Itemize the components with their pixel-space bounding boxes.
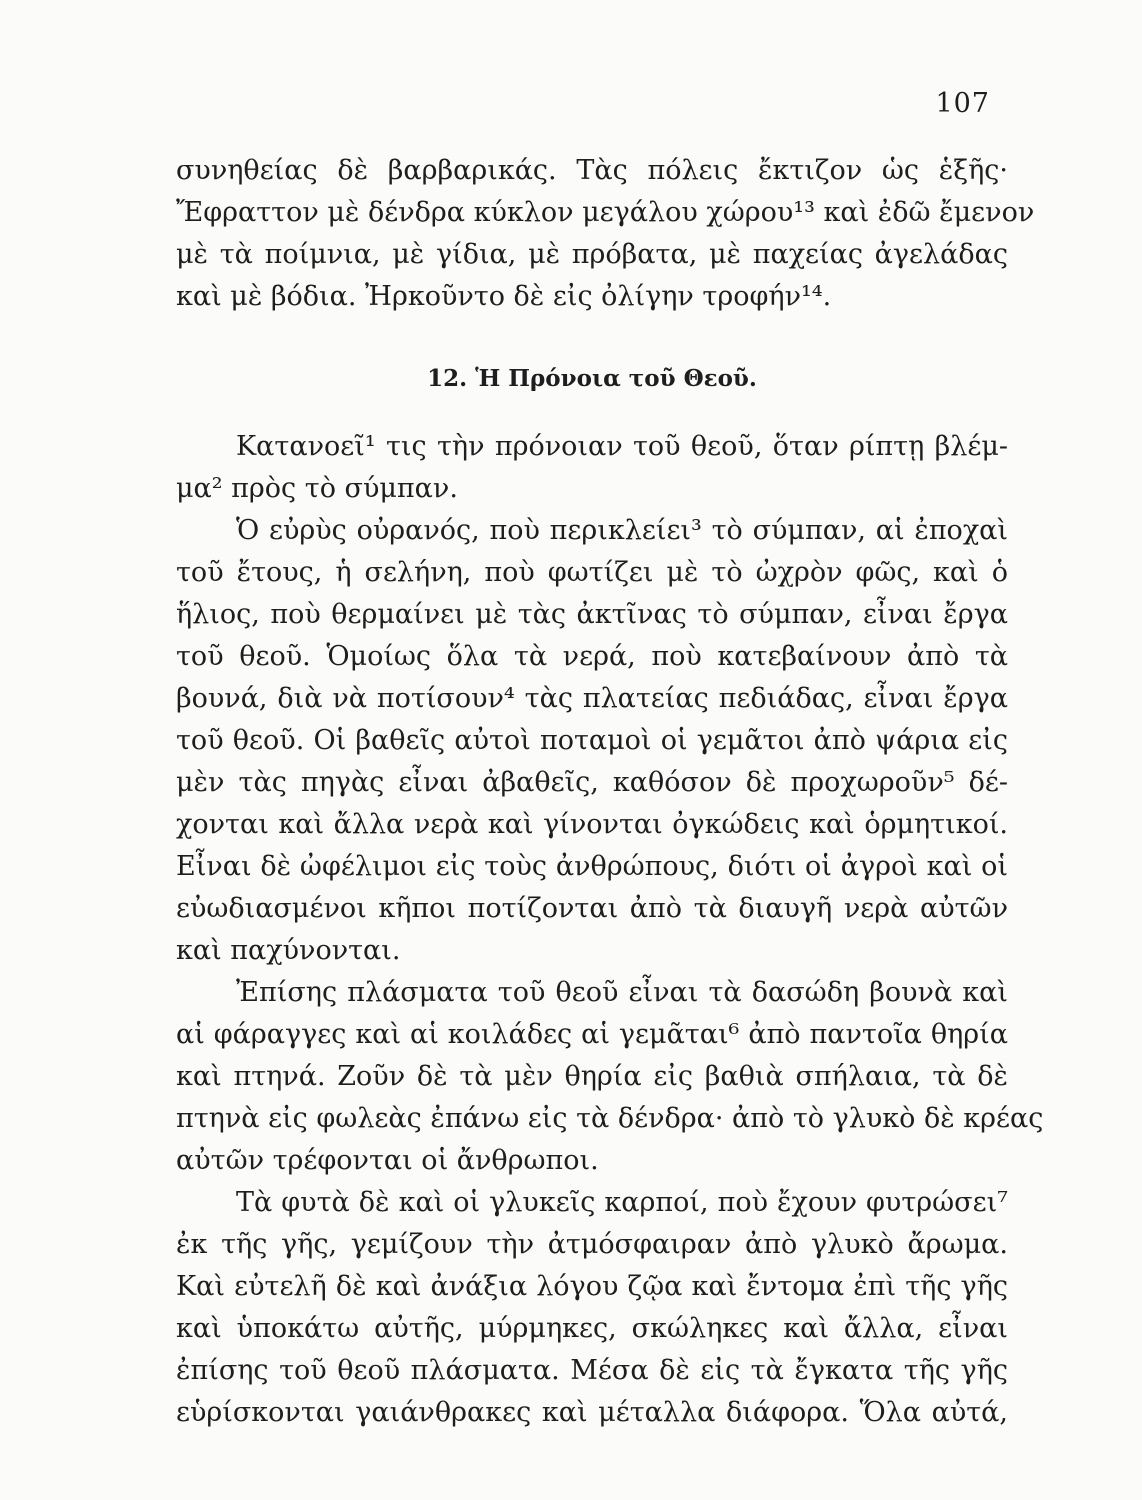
text-line: Ἐπίσης πλάσματα τοῦ θεοῦ εἶναι τὰ δασώδη βουνὰ καὶ bbox=[236, 977, 1008, 1008]
text-line: χονται καὶ ἄλλα νερὰ καὶ γίνονται ὀγκώδεις καὶ ὁρμητικοί. bbox=[176, 809, 1008, 840]
text-line: ἥλιος, ποὺ θερμαίνει μὲ τὰς ἀκτῖνας τὸ σύμπαν, εἶναι ἔργα bbox=[176, 599, 1008, 630]
text-line: μα² πρὸς τὸ σύμπαν. bbox=[176, 473, 458, 504]
text-line: καὶ ὑποκάτω αὐτῆς, μύρμηκες, σκώληκες καὶ ἄλλα, εἶναι bbox=[176, 1313, 1008, 1344]
text-line: τοῦ θεοῦ. Ὁμοίως ὅλα τὰ νερά, ποὺ κατεβαίνουν ἀπὸ τὰ bbox=[176, 641, 1008, 672]
text-line: Ὁ εὐρὺς οὐρανός, ποὺ περικλείει³ τὸ σύμπαν, αἱ ἐποχαὶ bbox=[236, 515, 1008, 546]
text-line: εὑρίσκονται γαιάνθρακες καὶ μέταλλα διάφορα. Ὅλα αὐτά, bbox=[176, 1397, 1008, 1428]
text-line: Τὰ φυτὰ δὲ καὶ οἱ γλυκεῖς καρποί, ποὺ ἔχουν φυτρώσει⁷ bbox=[236, 1187, 1008, 1218]
section-heading: 12. Ἡ Πρόνοια τοῦ Θεοῦ. bbox=[427, 365, 757, 392]
paragraph-continuation bbox=[176, 150, 1035, 318]
text-line: τοῦ ἔτους, ἡ σελήνη, ποὺ φωτίζει μὲ τὸ ὠχρὸν φῶς, καὶ ὁ bbox=[176, 557, 1008, 588]
text-line: αὐτῶν τρέφονται οἱ ἄνθρωποι. bbox=[176, 1145, 599, 1176]
text-line: πτηνὰ εἰς φωλεὰς ἐπάνω εἰς τὰ δένδρα· ἀπὸ τὸ γλυκὸ δὲ κρέας bbox=[176, 1103, 1044, 1134]
text-line: τοῦ θεοῦ. Οἱ βαθεῖς αὐτοὶ ποταμοὶ οἱ γεμᾶτοι ἀπὸ ψάρια εἰς bbox=[176, 725, 1008, 756]
text-line: εὐωδιασμένοι κῆποι ποτίζονται ἀπὸ τὰ διαυγῆ νερὰ αὐτῶν bbox=[176, 893, 1008, 924]
page-body bbox=[176, 150, 1044, 1434]
text-line: Καὶ εὐτελῆ δὲ καὶ ἀνάξια λόγου ζῷα καὶ ἔντομα ἐπὶ τῆς γῆς bbox=[176, 1271, 1008, 1302]
text-line: συνηθείας δὲ βαρβαρικάς. Τὰς πόλεις ἔκτιζον ὡς ἑξῆς· bbox=[176, 155, 1008, 186]
text-line: αἱ φάραγγες καὶ αἱ κοιλάδες αἱ γεμᾶται⁶ ἀπὸ παντοῖα θηρία bbox=[176, 1019, 1008, 1050]
text-line: καὶ μὲ βόδια. Ἠρκοῦντο δὲ εἰς ὀλίγην τροφήν¹⁴. bbox=[176, 281, 832, 312]
text-line: Ἔφραττον μὲ δένδρα κύκλον μεγάλου χώρου¹³ καὶ ἐδῶ ἔμενον bbox=[176, 197, 1035, 228]
text-line: καὶ πτηνά. Ζοῦν δὲ τὰ μὲν θηρία εἰς βαθιὰ σπήλαια, τὰ δὲ bbox=[176, 1061, 1008, 1092]
text-line: ἐκ τῆς γῆς, γεμίζουν τὴν ἀτμόσφαιραν ἀπὸ γλυκὸ ἄρωμα. bbox=[176, 1229, 1008, 1260]
text-line: μὲν τὰς πηγὰς εἶναι ἀβαθεῖς, καθόσον δὲ προχωροῦν⁵ δέ- bbox=[176, 767, 1008, 798]
text-line: μὲ τὰ ποίμνια, μὲ γίδια, μὲ πρόβατα, μὲ παχείας ἀγελάδας bbox=[176, 239, 1008, 270]
text-line: ἐπίσης τοῦ θεοῦ πλάσματα. Μέσα δὲ εἰς τὰ ἔγκατα τῆς γῆς bbox=[176, 1355, 1008, 1386]
text-line: Εἶναι δὲ ὠφέλιμοι εἰς τοὺς ἀνθρώπους, διότι οἱ ἀγροὶ καὶ οἱ bbox=[176, 851, 1008, 882]
paragraph bbox=[176, 426, 1008, 510]
paragraph bbox=[176, 1182, 1008, 1434]
page-number: 107 bbox=[935, 88, 990, 119]
text-line: βουνά, διὰ νὰ ποτίσουν⁴ τὰς πλατείας πεδιάδας, εἶναι ἔργα bbox=[176, 683, 1008, 714]
paragraph bbox=[176, 510, 1008, 972]
paragraph bbox=[176, 972, 1044, 1182]
text-line: Κατανοεῖ¹ τις τὴν πρόνοιαν τοῦ θεοῦ, ὅταν ρίπτῃ βλέμ- bbox=[236, 431, 1008, 462]
text-line: καὶ παχύνονται. bbox=[176, 935, 401, 966]
